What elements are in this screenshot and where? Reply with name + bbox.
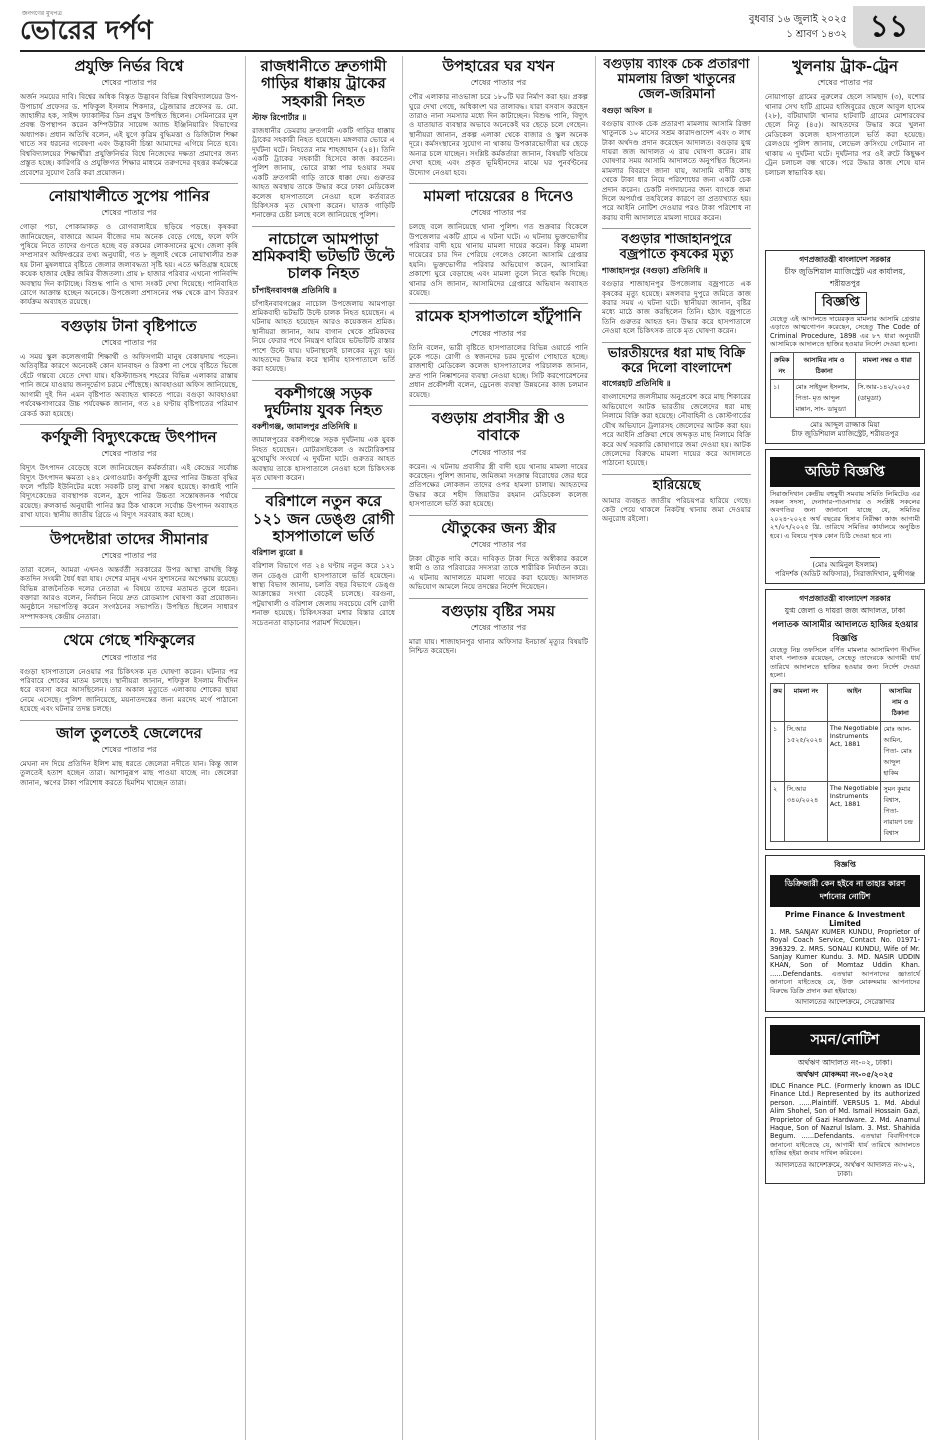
article-byline: শাজাহানপুর (বগুড়া) প্রতিনিধি ॥	[602, 266, 708, 276]
article-headline: বকশীগঞ্জে সড়ক দুর্ঘটনায় যুবক নিহত	[264, 383, 383, 420]
notice-signature-block	[770, 421, 920, 439]
signer-name: (মোঃ আমিনুল ইসলাম)	[812, 561, 878, 570]
news-article	[602, 58, 751, 222]
ads-column	[765, 250, 925, 1440]
article-body: বিদ্যুৎ উৎপাদন বেড়েছে বলে জানিয়েছেন কর্মকর্তারা। এই কেন্দ্রের সর্বোচ্চ বিদ্যুৎ উৎপাদন ক্ষমতা ২৪২ মেগাওয়াট। কর্ণফুলী হ্রদের পানির উচ্চতা বৃদ্ধির ফলে পাঁচটি ইউনিটের মধ্যে সবকটি চালু রাখা সম্ভব হয়েছে। কাপ্তাই পানি বিদ্যুৎকেন্দ্রের ব্যবস্থাপক বলেন, হ্রদে পানির উচ্চতা সন্তোষজনক পর্যায়ে রয়েছে। রুলকার্ভ অনুযায়ী পানির স্তর ঠিক থাকলে সর্বোচ্চ উৎপাদন অব্যাহত রাখা যাবে। স্থানীয় জাতীয় গ্রিডে এ বিদ্যুৎ সরবরাহ করা হচ্ছে।	[20, 463, 238, 520]
continued-from-label: শেষের পাতার পর	[101, 208, 157, 218]
article-headline: বগুড়ার শাজাহানপুরে বজ্রপাতে কৃষকের মৃত্যু	[619, 232, 734, 263]
article-body: করেন। এ ঘটনায় প্রবাসীর স্ত্রী বাদী হয়ে থানায় মামলা দায়ের করেছেন। পুলিশ জানায়, জমিজমা সংক্রান্ত বিরোধের জের ধরে প্রতিপক্ষের লোকজন তাদের ওপর হামলা চালায়। আহতদের উদ্ধার করে শহীদ জিয়াউর রহমান মেডিকেল কলেজ হাসপাতালে ভর্তি করা হয়েছে।	[409, 461, 588, 509]
continued-from-label: শেষের পাতার পর	[101, 550, 157, 560]
article-divider	[409, 598, 588, 599]
table-cell: সি.আর ১৫২৫/২০২৪	[784, 721, 827, 781]
news-article	[409, 520, 588, 592]
continued-from-label: শেষের পাতার পর	[817, 78, 873, 88]
notice-govt: গণপ্রজাতন্ত্রী বাংলাদেশ সরকার	[799, 255, 891, 264]
table-row	[771, 781, 920, 841]
article-body: অর্জন সময়ের দাবি। বিশ্বের অধিক বিস্তৃত উদ্ভাবন বিভিন্ন বিশ্ববিদ্যালয়ের উপ-উপাচার্য প্রফেসর ড. শফিকুল ইসলাম শিকদার, ট্রেজারার প্রফেসর ড. মো. জাহাঙ্গীর হক, সাইন্স ফ্যাকাল্টির ডিন প্রমুখ উপস্থিত ছিলেন। সেমিনারের মূল প্রবন্ধ উপস্থাপন করেন কম্পিউটার সায়েন্স অ্যান্ড ইঞ্জিনিয়ারিং বিভাগের অধ্যাপক। প্রধান অতিথি বলেন, এই যুগে কৃত্রিম বুদ্ধিমত্তা ও ডিজিটাল শিক্ষা খাতে সব ধরনের গবেষণা এবং উদ্ভাবনী চিন্তা আমাদের এগিয়ে নিতে হবে। বিশ্ববিদ্যালয়ের শিক্ষার্থীরা প্রযুক্তিনির্ভর বিশ্বে নিজেদের দক্ষতা প্রমাণের জন্য প্রস্তুত হচ্ছে। কারিগরি ও প্রযুক্তিগত শিক্ষার মাধ্যমে তরুণদের বৃহত্তর কর্মক্ষেত্রে প্রবেশের সুযোগ তৈরি করা প্রয়োজন।	[20, 92, 238, 177]
article-divider	[252, 488, 395, 489]
continued-from-label: শেষের পাতার পর	[101, 744, 157, 754]
table-cell: সুমন কুমার বিশ্বাস, পিতা- নারায়ণ চন্দ্র বিশ্বাস	[881, 781, 920, 841]
column-divider	[245, 56, 246, 1440]
summon-court: অর্থঋণ আদালত নং-০২, ঢাকা।	[797, 1057, 893, 1067]
table-header: ক্রমিক নং	[771, 352, 794, 379]
column-divider	[595, 56, 596, 1440]
finance-signer: আদালতের আদেশক্রমে, সেরেস্তাদার	[795, 997, 895, 1006]
header-rule	[20, 50, 925, 52]
article-divider	[20, 313, 238, 314]
article-byline: চাঁপাইনবাবগঞ্জ প্রতিনিধি ॥	[252, 285, 337, 295]
article-body: রাজধানীর ডেমরায় দ্রুতগামী একটি গাড়ির ধাক্কায় ট্রাকের সহকারী নিহত হয়েছেন। মঙ্গলবার ভোরে এ দুর্ঘটনা ঘটে। নিহতের নাম শাহজাহান (২৪)। তিনি একটি ট্রাকের সহকারী হিসেবে কাজ করতেন। পুলিশ জানায়, ভোরে রাস্তা পার হওয়ার সময় একটি দ্রুতগামী গাড়ি তাকে ধাক্কা দেয়। গুরুতর আহত অবস্থায় তাকে উদ্ধার করে ঢাকা মেডিকেল কলেজ হাসপাতালে নেওয়া হলে কর্তব্যরত চিকিৎসক মৃত ঘোষণা করেন। ঘাতক গাড়িটি শনাক্তের চেষ্টা চলছে বলে জানিয়েছে পুলিশ।	[252, 125, 395, 220]
date-bengali: ১ শ্রাবণ ১৪৩২	[786, 29, 847, 40]
article-divider	[20, 720, 238, 721]
article-headline: ভারতীয়দের ধরা মাছ বিক্রি করে দিলো বাংলাদেশ	[607, 345, 746, 376]
issue-date	[749, 12, 847, 42]
news-article	[20, 318, 238, 418]
notice-govt: গণপ্রজাতন্ত্রী বাংলাদেশ সরকার	[799, 594, 891, 604]
notice-text: যেহেতু এই আদালতে দায়েরকৃত মামলার আসামি গ্রেপ্তার এড়াতে আত্মগোপন করেছেন, সেহেতু The Code of Criminal Procedure, 1898 এর ৮৭ ধারা অনুযায়ী আসামিকে আদালতে হাজির হওয়ার নির্দেশ দেওয়া হলো।	[770, 315, 920, 349]
news-article	[20, 531, 238, 622]
article-divider	[602, 474, 751, 475]
article-byline: বকশীগঞ্জ, জামালপুর প্রতিনিধি ॥	[252, 422, 358, 432]
table-header: ক্রম	[771, 683, 785, 721]
table-cell: The Negotiable Instruments Act, 1881	[827, 721, 881, 781]
article-headline: বগুড়ায় টানা বৃষ্টিপাতে	[61, 316, 197, 335]
notice-table	[770, 683, 920, 842]
news-article	[20, 429, 238, 520]
column-divider	[758, 56, 759, 1440]
article-body: পৌর এলাকার নাওভাঙ্গা চরে ১৮০টি ঘর নির্মাণ করা হয়। প্রকল্প ঘুরে দেখা গেছে, অধিকাংশ ঘর তালাবদ্ধ। যারা বসবাস করছেন তারাও নানা সমস্যার মধ্যে দিন কাটাচ্ছেন। বিশুদ্ধ পানি, বিদ্যুৎ ও যাতায়াত ব্যবস্থার অভাবে অনেকেই ঘর ছেড়ে চলে গেছেন। স্থানীয়রা জানান, প্রকল্প এলাকা থেকে বাজার ও স্কুল অনেক দূরে। কর্মসংস্থানের সুযোগ না থাকায় উপকারভোগীরা ঘর ছেড়ে অন্যত্র চলে যাচ্ছেন। সংশ্লিষ্ট কর্মকর্তারা জানান, বিষয়টি খতিয়ে দেখা হচ্ছে এবং প্রকৃত ভূমিহীনদের মাঝে ঘর পুনর্বণ্টনের উদ্যোগ নেওয়া হবে।	[409, 92, 588, 177]
article-body: জামালপুরের বকশীগঞ্জে সড়ক দুর্ঘটনায় এক যুবক নিহত হয়েছেন। মোটরসাইকেল ও অটোরিকশার মুখোমুখি সংঘর্ষে এ দুর্ঘটনা ঘটে। গুরুতর আহত অবস্থায় তাকে হাসপাতালে নেওয়া হলে চিকিৎসক মৃত ঘোষণা করেন।	[252, 435, 395, 482]
article-body: বগুড়া হাসপাতালে নেওয়ার পর চিকিৎসক মৃত ঘোষণা করেন। ঘটনার পর পরিবারে শোকের মাতম চলছে। স্থানীয়রা জানান, শফিকুল ইসলাম দীর্ঘদিন ধরে ব্যবসা করে আসছিলেন। তার অকাল মৃত্যুতে এলাকায় শোকের ছায়া নেমে এসেছে। পুলিশ জানিয়েছে, ময়নাতদন্তের জন্য মরদেহ মর্গে পাঠানো হয়েছে এবং ঘটনার তদন্ত চলছে।	[20, 666, 238, 714]
article-headline: জাল তুলতেই জেলেদের	[56, 723, 202, 742]
article-body: মারা যায়। শাজাহানপুর থানার অফিসার ইনচার্জ মৃত্যুর বিষয়টি নিশ্চিত করেছেন।	[409, 636, 588, 656]
audit-signature-block	[770, 561, 920, 579]
notice-text: যেহেতু নিম্ন তফসিলে বর্ণিত মামলার আসামিগণ দীর্ঘদিন যাবৎ পলাতক রয়েছেন, সেহেতু তাদেরকে আগামী ধার্য তারিখে আদালতে হাজির হওয়ার জন্য নির্দেশ দেওয়া হলো।	[770, 646, 920, 680]
article-divider	[252, 380, 395, 381]
article-byline: বগুড়া অফিস ॥	[602, 105, 653, 115]
continued-from-label: শেষের পাতার পর	[470, 328, 527, 338]
article-headline: রামেক হাসপাতালে হাঁটুপানি	[415, 307, 582, 326]
news-article	[20, 725, 238, 787]
continued-from-label: শেষের পাতার পর	[101, 652, 157, 662]
article-body: বাংলাদেশের জলসীমায় অনুপ্রবেশ করে মাছ শিকারের অভিযোগে আটক ভারতীয় জেলেদের ধরা মাছ নিলামে বিক্রি করা হয়েছে। নৌবাহিনী ও কোস্টগার্ডের যৌথ অভিযানে ট্রলারসহ জেলেদের আটক করা হয়। পরে আইনি প্রক্রিয়া শেষে জব্দকৃত মাছ নিলামে বিক্রি করে অর্থ সরকারি কোষাগারে জমা দেওয়া হয়। আটক জেলেদের বিরুদ্ধে মামলা দায়ের করে আদালতে পাঠানো হয়েছে।	[602, 392, 751, 468]
article-headline: থেমে গেছে শফিকুলের	[63, 631, 195, 650]
article-headline: বগুড়ায় প্রবাসীর স্ত্রী ও বাবাকে	[431, 409, 566, 445]
notice-table	[770, 352, 920, 418]
column-1	[20, 56, 238, 1440]
table-cell: ২	[771, 781, 785, 841]
article-body: মেঘনা নদ দিয়ে প্রতিদিন ইলিশ মাছ ধরতে জেলেরা নদীতে যান। কিন্তু জাল তুলতেই হতাশ হচ্ছেন তারা। আশানুরূপ মাছ পাওয়া যাচ্ছে না। জেলেরা জানান, ঋণের টাকা পরিশোধ করতে হিমশিম খাচ্ছেন তারা।	[20, 758, 238, 787]
article-divider	[20, 526, 238, 527]
table-header: আসামির নাম ও ঠিকানা	[881, 683, 920, 721]
audit-text: সিরাজদিখান কেন্দ্রীয় বহুমুখী সমবায় সমিতি লিমিটেড এর সকল সদস্য, দেনাদার-পাওনাদার ও সংশ্লিষ্ট সকলের অবগতির জন্য জানানো যাচ্ছে যে, সমিতির ২০২৪-২০২৫ অর্থ বছরের হিসাব নিরীক্ষা কাজ আগামী ২৭/০৭/২০২৫ খ্রি. তারিখে সমিতির কার্যালয়ে অনুষ্ঠিত হবে। এ বিষয়ে পৃথক কোন চিঠি দেওয়া হবে না।	[770, 489, 920, 540]
article-divider	[20, 183, 238, 184]
news-article	[409, 308, 588, 399]
article-headline: বরিশালে নতুন করে ১২১ জন ডেঙ্গু রোগী হাসপাতালে ভর্তি	[252, 492, 395, 545]
article-divider	[409, 303, 588, 304]
table-cell: সি.আর-১৪২/২০২৫ (ডামুড্যা)	[855, 379, 919, 417]
article-byline: স্টাফ রিপোর্টার ॥	[252, 112, 307, 122]
date-gregorian: বুধবার ১৬ জুলাই ২০২৫	[748, 14, 847, 25]
continued-from-label: শেষের পাতার পর	[101, 449, 157, 459]
news-article	[252, 58, 395, 220]
news-article	[252, 385, 395, 483]
finance-company: Prime Finance & Investment Limited	[785, 909, 905, 928]
news-article	[252, 493, 395, 627]
article-headline: উপহারের ঘর যখন	[442, 57, 555, 75]
column-4	[602, 56, 751, 1440]
article-body: গোড়া পচা, পোকামাকড় ও রোগবালাইয়ে ছড়িয়ে পড়ছে। কৃষকরা জানিয়েছেন, বাজারে আমন বীজের দাম অনেক বেড়ে গেছে, ফলে ফসি পুষিয়ে নিতে তাদের গুণতে হচ্ছে বড় রকমের লোকসানের মুখে। জেলা কৃষি সম্প্রসারণ অধিদপ্তরের তথ্য অনুযায়ী, গত ৮ জুলাই থেকে নোয়াখালীর শুরু হয় টানা মুষলধারে বৃষ্টিতে জেলার জলাবদ্ধতা সৃষ্টি হয়। এতে ক্ষতিগ্রস্ত হয়েছে কয়েক হাজার হেক্টর জমির বীজতলা। প্রায় ৮ হাজার পরিবার এখনো পানিবন্দি অবস্থায় দিন কাটাচ্ছে। বিশুদ্ধ পানি ও খাদ্য সংকট দেখা দিয়েছে। পানিবাহিত রোগে আক্রান্ত হচ্ছেন অনেকে। উপজেলা প্রশাসনের পক্ষ থেকে ত্রাণ বিতরণ কার্যক্রম অব্যাহত রয়েছে।	[20, 222, 238, 307]
article-headline: নোয়াখালীতে সুপেয় পানির	[48, 186, 210, 205]
article-headline: যৌতুকের জন্য স্ত্রীর	[440, 518, 557, 537]
article-headline: হারিয়েছে	[652, 477, 701, 493]
article-divider	[602, 228, 751, 229]
article-byline: বরিশাল ব্যুরো ॥	[252, 548, 303, 558]
finance-text: 1. MR. SANJAY KUMER KUNDU, Proprietor of Royal Coach Service, Contact No. 01971-396329. 2. MRS. SONALI KUNDU, Wife of Mr. Sanjay Kumer Kundu. 3. MD. NASIR UDDIN KHAN, Son of Momtaz Uddin Khan. ......Defendants. এতদ্বারা আপনাদের জ্ঞাতার্থে জানানো যাইতেছে যে, উক্ত মোকদ্দমায় আপনাদের বিরুদ্ধে ডিক্রি প্রদান করা হইয়াছে।	[770, 927, 920, 995]
news-article	[252, 231, 395, 374]
continued-from-label: শেষের পাতার পর	[101, 78, 157, 88]
notice-office: চীফ জুডিশিয়াল ম্যাজিস্ট্রেট এর কার্যালয়, শরীয়তপুর	[784, 267, 906, 288]
continued-from-label: শেষের পাতার পর	[101, 338, 157, 348]
article-divider	[409, 515, 588, 516]
article-divider	[409, 183, 588, 184]
court-notice-2	[765, 589, 925, 850]
finance-tag: বিজ্ঞপ্তি	[834, 859, 856, 869]
continued-from-label: শেষের পাতার পর	[470, 539, 527, 549]
article-body: বগুড়ার শাজাহানপুর উপজেলায় বজ্রপাতে এক কৃষকের মৃত্যু হয়েছে। মঙ্গলবার দুপুরে জমিতে কাজ করার সময় এ ঘটনা ঘটে। স্থানীয়রা জানান, বৃষ্টির মধ্যে মাঠে কাজ করছিলেন তিনি। হঠাৎ বজ্রপাতে তিনি গুরুতর আহত হন। উদ্ধার করে হাসপাতালে নেওয়া হলে চিকিৎসক তাকে মৃত ঘোষণা করেন।	[602, 279, 751, 336]
news-article	[602, 479, 751, 524]
table-header: মামলা নং	[784, 683, 827, 721]
table-row	[771, 721, 920, 781]
article-headline: বগুড়ায় ব্যাংক চেক প্রতারণা মামলায় রিক্তা খাতুনের জেল-জরিমানা	[603, 57, 750, 102]
article-headline: প্রযুক্তি নির্ভর বিশ্বে	[74, 57, 184, 75]
article-headline: কর্ণফুলী বিদ্যুৎকেন্দ্রে উৎপাদন	[41, 427, 217, 446]
news-article	[409, 410, 588, 509]
handwritten-signature	[810, 542, 880, 558]
continued-from-label: শেষের পাতার পর	[470, 622, 527, 632]
table-cell: The Negotiable Instruments Act, 1881	[827, 781, 881, 841]
masthead	[20, 10, 925, 48]
audit-title: অডিট বিজ্ঞপ্তি	[770, 457, 920, 487]
summon-text: IDLC Finance PLC. (Formerly known as IDLC Finance Ltd.) Represented by its authorized person. ......Plaintiff. VERSUS 1. Md. Abdul Alim Shohel, Son of Md. Ismail Hossain Gazi, Proprietor of Gazi Hardware. 2. Md. Anamul Haque, Son of Nazrul Islam. 3. Mst. Shahida Begum. ......Defendants. এতদ্বারা বিবাদীগণকে জানানো যাইতেছে যে, আগামী ধার্য তারিখে আদালতে হাজির হইয়া জবাব দাখিল করিবেন।	[770, 1081, 920, 1158]
signer-title: চীফ জুডিশিয়াল ম্যাজিস্ট্রেট, শরীয়তপুর	[791, 429, 899, 438]
news-article	[409, 58, 588, 177]
article-divider	[20, 424, 238, 425]
news-article	[602, 233, 751, 335]
table-cell: ১	[771, 721, 785, 781]
signer-title: পরিদর্শক (অডিট অফিসার), সিরাজদিখান, মুন্সীগঞ্জ	[774, 570, 916, 579]
summon-title: সমন/নোটিশ	[770, 1025, 920, 1055]
article-divider	[20, 627, 238, 628]
court-notice-1	[765, 250, 925, 444]
article-headline: রাজধানীতে দ্রুতগামী গাড়ির ধাক্কায় ট্রাকের সহকারী নিহত	[260, 57, 387, 110]
table-header: আইন	[827, 683, 881, 721]
article-divider	[602, 342, 751, 343]
summon-notice	[765, 1017, 925, 1184]
summon-signer: আদালতের আদেশক্রমে, অর্থঋণ আদালত নং-০২, ঢাকা।	[775, 1160, 915, 1178]
summon-case-no: অর্থঋণ মোকদ্দমা নং-০৫/২০২৫	[796, 1069, 894, 1079]
article-divider	[409, 405, 588, 406]
table-cell: মোঃ সাইফুল ইসলাম, পিতা- মৃত আব্দুল মান্নান, সাং- ডামুড্যা	[793, 379, 855, 417]
article-headline: মামলা দায়েরের ৪ দিনেও	[423, 186, 574, 205]
table-cell: সি.আর ৩৪০/২০২৪	[784, 781, 827, 841]
article-headline: উপদেষ্টারা তাদের সীমানার	[49, 529, 209, 548]
article-headline: বগুড়ায় বৃষ্টির সময়	[442, 601, 555, 620]
article-headline: খুলনায় ট্রাক-ট্রেন	[792, 57, 898, 75]
column-3	[409, 56, 588, 1440]
article-body: এ সময় স্কুল কলেজগামী শিক্ষার্থী ও অফিসগামী মানুষ বেকায়দায় পড়েন। অতিবৃষ্টির কারণে অনেকেই কোন যানবাহন ও রিকশা না পেয়ে বৃষ্টিতে ভিজে হেঁটে গন্তব্যে যেতে দেখা যায়। হকিস্ট্যান্ডসহ শহরের বিভিন্ন এলাকার রাস্তায় পানি জমে যাওয়ায় জনদুর্ভোগ চরমে পৌঁছেছে। আবহাওয়া অফিস জানিয়েছে, আগামী দুই দিন এমন বৃষ্টিপাত অব্যাহত থাকতে পারে। বগুড়া আবহাওয়া পর্যবেক্ষণাগারের উচ্চ পর্যবেক্ষক জানান, গত ২৪ ঘণ্টায় বৃষ্টিপাতের পরিমাণ রেকর্ড করা হয়েছে।	[20, 352, 238, 418]
continued-from-label: শেষের পাতার পর	[470, 447, 527, 457]
article-body: তিনি বলেন, ভারী বৃষ্টিতে হাসপাতালের বিভিন্ন ওয়ার্ডে পানি ঢুকে পড়ে। রোগী ও স্বজনদের চরম দুর্ভোগ পোহাতে হচ্ছে। রাজশাহী মেডিকেল কলেজ হাসপাতালের পরিচালক জানান, দ্রুত পানি নিষ্কাশনের ব্যবস্থা নেওয়া হচ্ছে। সিটি করপোরেশনের প্রধান প্রকৌশলী বলেন, ড্রেনেজ ব্যবস্থা উন্নয়নের কাজ চলমান রয়েছে।	[409, 342, 588, 399]
article-body: তারা বলেন, আমরা এখনও অন্তর্বর্তী সরকারের উপর আস্থা রাখছি কিন্তু কতদিন সংযমী ধৈর্য ধরা যায়। দেশের মানুষ এখন সুশাসনের অপেক্ষায় রয়েছে। বিভিন্ন রাজনৈতিক দলের নেতারা এ বিষয়ে তাদের মতামত তুলে ধরেন। বক্তারা আরও বলেন, নির্বাচন নিয়ে দ্রুত রোডম্যাপ ঘোষণা করা প্রয়োজন। অনুষ্ঠানে সভাপতিত্ব করেন সংগঠনের সভাপতি। উপস্থিত ছিলেন সাধারণ সম্পাদকসহ কেন্দ্রীয় নেতারা।	[20, 564, 238, 621]
article-divider	[252, 226, 395, 227]
finance-title: ডিক্রিজারী কেন হইবে না তাহার কারণ দর্শানোর নোটিশ	[770, 875, 920, 907]
table-cell: ১।	[771, 379, 794, 417]
notice-office: যুগ্ম জেলা ও দায়রা জজ আদালত, ঢাকা	[784, 606, 906, 616]
news-article	[409, 603, 588, 656]
signer-name: মোঃ আব্দুল রাজ্জাক মিয়া	[810, 420, 880, 429]
article-headline: নাচোলে আমপাড়া শ্রমিকবাহী ভটভটি উল্টে চালক নিহত	[252, 229, 395, 283]
news-article	[20, 632, 238, 713]
column-divider	[402, 56, 403, 1440]
article-body: আমার ব্যবহৃত জাতীয় পরিচয়পত্র হারিয়ে গেছে। কেউ পেয়ে থাকলে নিকটস্থ থানায় জমা দেওয়ার অনুরোধ রইলো।	[602, 495, 751, 524]
logo-tagline: জনগণের মুখপত্র	[22, 10, 62, 17]
article-body: চলছে বলে জানিয়েছে থানা পুলিশ। গত শুক্রবার বিকেলে উপজেলার একটি গ্রামে এ ঘটনা ঘটে। এ ঘটনায় ভুক্তভোগীর পরিবার বাদী হয়ে থানায় মামলা দায়ের করেন। কিন্তু মামলা দায়েরের চার দিন পেরিয়ে গেলেও কোনো আসামি গ্রেপ্তার হয়নি। ভুক্তভোগীর পরিবার অভিযোগ করেন, আসামিরা প্রকাশ্যে ঘুরে বেড়াচ্ছে এবং মামলা তুলে নিতে হুমকি দিচ্ছে। থানার ওসি জানান, আসামিদের গ্রেপ্তারে অভিযান অব্যাহত রয়েছে।	[409, 222, 588, 297]
finance-notice	[765, 855, 925, 1012]
news-article	[20, 58, 238, 177]
table-cell: মোঃ আল-আমিন, পিতা- মোঃ আব্দুল হাকিম	[881, 721, 920, 781]
continued-from-label: শেষের পাতার পর	[470, 78, 527, 88]
article-body: টাকা যৌতুক দাবি করে। দাবিকৃত টাকা দিতে অস্বীকার করলে স্বামী ও তার পরিবারের সদস্যরা তাকে শারীরিক নির্যাতন করে। এ ঘটনায় আদালতে মামলা দায়ের করা হয়েছে। আদালত অভিযোগ আমলে নিয়ে তদন্তের নির্দেশ দিয়েছেন।	[409, 553, 588, 592]
news-article	[409, 188, 588, 298]
article-body: বগুড়ায় ব্যাংক চেক প্রতারণা মামলায় আসামি রিক্তা খাতুনকে ১০ মাসের সশ্রম কারাদণ্ডাদেশ এবং ৩ লাখ টাকা অর্থদণ্ড প্রদান করেছেন আদালত। বগুড়ার যুগ্ম দায়রা জজ আদালত এ রায় ঘোষণা করেন। রায় ঘোষণার সময় আসামি আদালতে অনুপস্থিত ছিলেন। মামলার বিবরণে জানা যায়, আসামি বাদীর কাছ থেকে টাকা ধার নিয়ে পরিশোধের জন্য একটি চেক প্রদান করেন। চেকটি নগদায়নের জন্য ব্যাংকে জমা দিলে অপর্যাপ্ত তহবিলের কারণে তা প্রত্যাখ্যাত হয়। পরে আইনি নোটিশ দেওয়ার পরও টাকা পরিশোধ না করায় বাদী আদালতে মামলা দায়ের করেন।	[602, 118, 751, 222]
page-number: ১১	[853, 6, 925, 48]
table-header: আসামির নাম ও ঠিকানা	[793, 352, 855, 379]
notice-title: পলাতক আসামীর আদালতে হাজির হওয়ার বিজ্ঞপ্তি	[771, 620, 919, 645]
audit-notice	[765, 449, 925, 584]
newspaper-logo: ভোরের দর্পণ	[20, 16, 153, 46]
continued-from-label: শেষের পাতার পর	[470, 208, 527, 218]
news-article	[602, 347, 751, 468]
article-byline: বাগেরহাট প্রতিনিধি ॥	[602, 379, 671, 389]
notice-title: বিজ্ঞপ্তি	[815, 292, 867, 315]
news-article	[20, 188, 238, 307]
table-header: মামলা নম্বর ও ধারা	[855, 352, 919, 379]
column-2	[252, 56, 395, 1440]
article-body: নোয়াপাড়া গ্রামের নুরুলের ছেলে সামছাদ (৩), যশোর থানার সেখ হাটি গ্রামের হাজিবুরের ছেলে আবুল হাসেম (২৮), বটিয়াঘাটা থানার হাটবাটি গ্রামের মোশারফের ছেলে নিতু (৪৫)। আহতদের উদ্ধার করে খুলনা মেডিকেল কলেজ হাসপাতালে ভর্তি করা হয়েছে। রেলওয়ে পুলিশ জানায়, লেভেল ক্রসিংয়ে গেটম্যান না থাকায় এ দুর্ঘটনা ঘটে। দুর্ঘটনার পর ওই রুটে কিছুক্ষণ ট্রেন চলাচল বন্ধ থাকে। পরে উদ্ধার কাজ শেষে যান চলাচল স্বাভাবিক হয়।	[765, 92, 925, 177]
news-article	[765, 58, 925, 177]
article-body: বরিশাল বিভাগে গত ২৪ ঘণ্টায় নতুন করে ১২১ জন ডেঙ্গু রোগী হাসপাতালে ভর্তি হয়েছেন। স্বাস্থ্য বিভাগ জানায়, চলতি বছর বিভাগে ডেঙ্গু আক্রান্তের সংখ্যা বেড়েই চলেছে। বরগুনা, পটুয়াখালী ও বরিশাল জেলায় সবচেয়ে বেশি রোগী শনাক্ত হয়েছে। চিকিৎসকরা মশার বিস্তার রোধে সচেতনতা বাড়ানোর পরামর্শ দিয়েছেন।	[252, 561, 395, 627]
article-body: চাঁপাইনবাবগঞ্জের নাচোল উপজেলায় আমপাড়া শ্রমিকবাহী ভটভটি উল্টে চালক নিহত হয়েছেন। এ ঘটনায় আহত হয়েছেন আরও কয়েকজন শ্রমিক। স্থানীয়রা জানান, আম বাগান থেকে শ্রমিকদের নিয়ে ফেরার পথে নিয়ন্ত্রণ হারিয়ে ভটভটিটি রাস্তার পাশে উল্টে যায়। ঘটনাস্থলেই চালকের মৃত্যু হয়। আহতদের উদ্ধার করে স্থানীয় হাসপাতালে ভর্তি করা হয়েছে।	[252, 298, 395, 374]
